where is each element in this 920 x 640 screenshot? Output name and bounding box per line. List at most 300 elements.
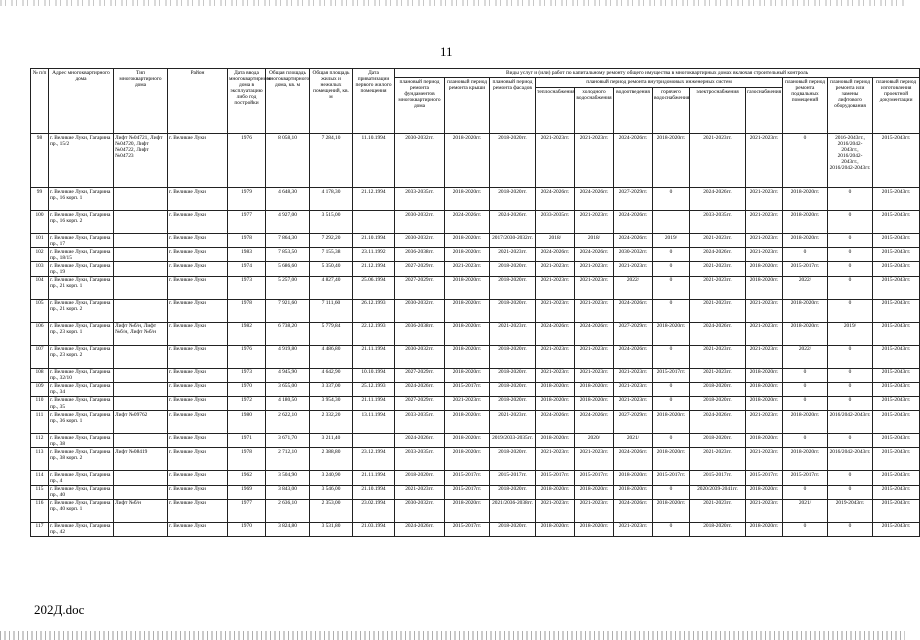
cell-lifts: 0	[828, 485, 873, 499]
cell-cold-water: 2015-2017гг.	[575, 471, 614, 485]
cell-heating: 2024-2026гг.	[536, 188, 575, 211]
cell-privatization: 21.03.1994	[353, 522, 395, 536]
cell-district: г. Великие Луки	[168, 411, 228, 434]
cell-num: 109	[31, 382, 49, 396]
cell-electric: 2021-2023гг.	[690, 448, 746, 471]
cell-gas: 2021-2023гг.	[746, 134, 783, 188]
table-row	[31, 471, 920, 485]
cell-total-area: 4 919,80	[266, 345, 310, 368]
cell-total-area: 8 058,10	[266, 134, 310, 188]
cell-year: 1980	[228, 411, 266, 434]
cell-lifts: 0	[828, 522, 873, 536]
cell-lifts: 2016/2042-2043гг.	[828, 448, 873, 471]
cell-living-area: 3 954,30	[310, 396, 353, 410]
cell-roof: 2015-2017гг.	[445, 382, 490, 396]
cell-heating: 2018-2020гг.	[536, 396, 575, 410]
cell-type: Лифт №09762	[114, 411, 168, 434]
cell-hot-water: 2018-2020гг.	[653, 499, 690, 522]
cell-total-area: 4 648,30	[266, 188, 310, 211]
cell-living-area: 4 827,40	[310, 276, 353, 299]
cell-hot-water: 0	[653, 248, 690, 262]
cell-year: 1982	[228, 322, 266, 345]
scan-top-edge	[0, 0, 905, 6]
header-roof: плановый период ремонта крыши	[445, 78, 490, 134]
cell-sewer: 2024-2026гг.	[614, 234, 653, 248]
cell-docs: 2015-2043гг.	[873, 434, 920, 448]
cell-roof: 2021-2023гг.	[445, 396, 490, 410]
cell-basement: 2021/	[783, 499, 828, 522]
table-row	[31, 322, 920, 345]
cell-roof: 2018-2020гг.	[445, 299, 490, 322]
table-row	[31, 276, 920, 299]
cell-roof: 2024-2026гг.	[445, 211, 490, 234]
cell-foundation: 2033-2035гг.	[395, 448, 445, 471]
cell-total-area: 3 671,70	[266, 434, 310, 448]
cell-gas: 2021-2023гг.	[746, 299, 783, 322]
cell-cold-water: 2024-2026гг.	[575, 188, 614, 211]
cell-cold-water: 2018-2020гг.	[575, 382, 614, 396]
cell-cold-water: 2021-2023гг.	[575, 262, 614, 276]
cell-living-area: 5 350,40	[310, 262, 353, 276]
cell-electric: 2021-2023гг.	[690, 499, 746, 522]
cell-address: г. Великие Луки, Гагарина пр., 15/2	[49, 134, 114, 188]
header-total-area: Общая площадь многоквартирного дома, кв. м	[266, 69, 310, 134]
cell-year: 1976	[228, 345, 266, 368]
cell-electric: 2021-2023гг.	[690, 276, 746, 299]
cell-lifts: 0	[828, 345, 873, 368]
header-year: Дата ввода многоквартирного дома в эксплуатацию либо год постройки	[228, 69, 266, 134]
cell-facade: 2018-2020гг.	[490, 345, 536, 368]
cell-sewer: 2027-2029гг.	[614, 188, 653, 211]
cell-total-area: 4 927,00	[266, 211, 310, 234]
cell-year: 1969	[228, 485, 266, 499]
cell-address: г. Великие Луки, Гагарина пр., 23 корп. 2	[49, 345, 114, 368]
cell-hot-water: 0	[653, 382, 690, 396]
cell-foundation: 2024-2026гг.	[395, 434, 445, 448]
cell-roof: 2018-2020гг.	[445, 234, 490, 248]
cell-living-area: 3 531,80	[310, 522, 353, 536]
cell-foundation: 2018-2020гг.	[395, 471, 445, 485]
cell-sewer: 2024-2026гг.	[614, 499, 653, 522]
cell-district: г. Великие Луки	[168, 448, 228, 471]
cell-living-area: 3 337,00	[310, 382, 353, 396]
cell-foundation: 2027-2029гг.	[395, 368, 445, 382]
cell-living-area: 4 178,30	[310, 188, 353, 211]
cell-docs: 2015-2043гг.	[873, 134, 920, 188]
cell-address: г. Великие Луки, Гагарина пр., 23 корп. 1	[49, 322, 114, 345]
cell-heating: 2018/	[536, 234, 575, 248]
cell-district: г. Великие Луки	[168, 345, 228, 368]
cell-heating: 2021-2023гг.	[536, 368, 575, 382]
cell-year: 1978	[228, 299, 266, 322]
cell-num: 106	[31, 322, 49, 345]
cell-privatization: 11.10.1994	[353, 134, 395, 188]
cell-total-area: 2 636,10	[266, 499, 310, 522]
cell-num: 117	[31, 522, 49, 536]
cell-sewer: 2027-2029гг.	[614, 322, 653, 345]
cell-cold-water: 2021-2023гг.	[575, 134, 614, 188]
cell-basement: 2022/	[783, 345, 828, 368]
table-row	[31, 134, 920, 188]
cell-electric: 2018-2020гг.	[690, 522, 746, 536]
cell-hot-water: 0	[653, 188, 690, 211]
cell-privatization	[353, 211, 395, 234]
cell-lifts: 0	[828, 276, 873, 299]
cell-sewer: 2024-2026гг.	[614, 448, 653, 471]
cell-basement: 0	[783, 382, 828, 396]
cell-hot-water: 0	[653, 299, 690, 322]
cell-foundation: 2030-2032гг.	[395, 345, 445, 368]
cell-cold-water: 2021-2023гг.	[575, 345, 614, 368]
cell-sewer: 2021-2023гг.	[614, 522, 653, 536]
cell-year: 1974	[228, 262, 266, 276]
cell-total-area: 5 686,60	[266, 262, 310, 276]
cell-heating: 2021-2023гг.	[536, 262, 575, 276]
cell-type	[114, 276, 168, 299]
cell-heating: 2015-2017гг.	[536, 471, 575, 485]
cell-roof: 2015-2017гг.	[445, 522, 490, 536]
cell-roof: 2018-2020гг.	[445, 134, 490, 188]
cell-docs: 2015-2043гг.	[873, 499, 920, 522]
cell-type: Лифт №04721, Лифт №04720, Лифт №04722, Лифт №04723	[114, 134, 168, 188]
cell-address: г. Великие Луки, Гагарина пр., 18/15	[49, 248, 114, 262]
cell-facade: 2021-2023гг.	[490, 411, 536, 434]
cell-total-area: 4 945,90	[266, 368, 310, 382]
cell-district: г. Великие Луки	[168, 368, 228, 382]
cell-cold-water: 2024-2026гг.	[575, 248, 614, 262]
cell-gas: 2021-2023гг.	[746, 448, 783, 471]
cell-district: г. Великие Луки	[168, 382, 228, 396]
table-row	[31, 499, 920, 522]
cell-basement: 0	[783, 368, 828, 382]
cell-lifts: 0	[828, 471, 873, 485]
cell-gas: 2018-2020гг.	[746, 396, 783, 410]
cell-basement: 2015-2017гг.	[783, 471, 828, 485]
cell-foundation: 2036-2038гг.	[395, 322, 445, 345]
cell-basement: 2018-2020гг.	[783, 299, 828, 322]
cell-living-area: 2 353,00	[310, 499, 353, 522]
cell-address: г. Великие Луки, Гагарина пр., 38	[49, 434, 114, 448]
cell-living-area: 4 642,90	[310, 368, 353, 382]
cell-electric: 2021-2023гг.	[690, 234, 746, 248]
cell-privatization: 25.12.1993	[353, 382, 395, 396]
cell-living-area: 7 155,38	[310, 248, 353, 262]
cell-total-area: 3 843,00	[266, 485, 310, 499]
header-works-group: Виды услуг и (или) работ по капитальному ремонту общего имущества в многоквартирных домах включая строительный контроль	[395, 69, 920, 78]
cell-hot-water	[653, 211, 690, 234]
cell-privatization: 25.06.1994	[353, 276, 395, 299]
cell-cold-water: 2021-2023гг.	[575, 368, 614, 382]
cell-district: г. Великие Луки	[168, 322, 228, 345]
cell-gas: 2021-2023гг.	[746, 188, 783, 211]
cell-district: г. Великие Луки	[168, 485, 228, 499]
cell-address: г. Великие Луки, Гагарина пр., 21 корп. 2	[49, 299, 114, 322]
cell-electric: 2021-2023гг.	[690, 368, 746, 382]
cell-type	[114, 234, 168, 248]
header-foundation: плановый период ремонта фундаментов многоквартирного дома	[395, 78, 445, 134]
cell-type	[114, 299, 168, 322]
header-privatization: Дата приватизации первого жилого помещения	[353, 69, 395, 134]
cell-gas: 2018-2020гг.	[746, 368, 783, 382]
cell-facade: 2017/2030-2032гг.	[490, 234, 536, 248]
cell-type	[114, 382, 168, 396]
table-row	[31, 234, 920, 248]
cell-privatization: 21.11.1994	[353, 471, 395, 485]
cell-cold-water: 2018-2020гг.	[575, 485, 614, 499]
cell-lifts: 0	[828, 262, 873, 276]
cell-electric: 2024-2026гг.	[690, 248, 746, 262]
cell-year: 1962	[228, 471, 266, 485]
cell-type	[114, 434, 168, 448]
cell-electric: 2020/2039-2041гг.	[690, 485, 746, 499]
cell-year: 1977	[228, 499, 266, 522]
cell-gas: 2021-2023гг.	[746, 499, 783, 522]
cell-facade: 2018-2020гг.	[490, 448, 536, 471]
cell-type: Лифт №б/н	[114, 499, 168, 522]
cell-address: г. Великие Луки, Гагарина пр., 40	[49, 485, 114, 499]
page-number: 11	[440, 44, 453, 59]
table-row	[31, 248, 920, 262]
cell-year: 1976	[228, 134, 266, 188]
cell-electric: 2018-2020гг.	[690, 434, 746, 448]
cell-docs: 2015-2043гг.	[873, 188, 920, 211]
cell-docs: 2015-2043гг.	[873, 396, 920, 410]
cell-district: г. Великие Луки	[168, 434, 228, 448]
cell-address: г. Великие Луки, Гагарина пр., 36 корп. 1	[49, 411, 114, 434]
table-row	[31, 434, 920, 448]
cell-total-area: 6 738,20	[266, 322, 310, 345]
table-row	[31, 299, 920, 322]
cell-heating: 2018-2020гг.	[536, 434, 575, 448]
cell-living-area: 5 779,84	[310, 322, 353, 345]
cell-total-area: 4 180,50	[266, 396, 310, 410]
header-docs: плановый период изготовления проектной документации	[873, 78, 920, 134]
cell-address: г. Великие Луки, Гагарина пр., 17	[49, 234, 114, 248]
header-basement: плановый период ремонта подвальных помещений	[783, 78, 828, 134]
table-row	[31, 485, 920, 499]
cell-type	[114, 522, 168, 536]
cell-total-area: 2 622,10	[266, 411, 310, 434]
header-facade: плановый период ремонта фасадов	[490, 78, 536, 134]
capital-repair-table	[30, 68, 920, 537]
cell-foundation: 2030-2032гг.	[395, 299, 445, 322]
cell-type	[114, 471, 168, 485]
cell-district: г. Великие Луки	[168, 396, 228, 410]
cell-basement: 0	[783, 522, 828, 536]
cell-heating: 2021-2023гг.	[536, 134, 575, 188]
cell-docs: 2015-2043гг.	[873, 368, 920, 382]
header-num: № п/п	[31, 69, 49, 134]
cell-basement: 2015-2017гг.	[783, 262, 828, 276]
cell-roof: 2018-2020гг.	[445, 322, 490, 345]
cell-cold-water: 2024-2026гг.	[575, 411, 614, 434]
cell-cold-water: 2021-2023гг.	[575, 499, 614, 522]
scan-bottom-edge	[0, 631, 905, 640]
cell-total-area: 7 921,60	[266, 299, 310, 322]
cell-num: 111	[31, 411, 49, 434]
cell-living-area: 2 332,20	[310, 411, 353, 434]
header-type: Тип многоквартирного дома	[114, 69, 168, 134]
cell-privatization: 23.02.1994	[353, 499, 395, 522]
cell-facade: 2018-2020гг.	[490, 382, 536, 396]
cell-foundation: 2030-2032гг.	[395, 499, 445, 522]
cell-foundation: 2033-2035гг.	[395, 188, 445, 211]
cell-electric: 2018-2020гг.	[690, 382, 746, 396]
cell-district: г. Великие Луки	[168, 276, 228, 299]
cell-address: г. Великие Луки, Гагарина пр., 32/10	[49, 368, 114, 382]
cell-heating: 2024-2026гг.	[536, 322, 575, 345]
cell-roof: 2018-2020гг.	[445, 368, 490, 382]
cell-roof: 2018-2020гг.	[445, 248, 490, 262]
cell-foundation: 2036-2038гг.	[395, 248, 445, 262]
cell-gas: 2021-2023гг.	[746, 248, 783, 262]
cell-privatization: 21.11.1994	[353, 345, 395, 368]
cell-basement: 0	[783, 248, 828, 262]
cell-cold-water: 2021-2023гг.	[575, 448, 614, 471]
table-row	[31, 411, 920, 434]
cell-roof: 2021-2023гг.	[445, 262, 490, 276]
cell-docs: 2015-2043гг.	[873, 448, 920, 471]
cell-year: 1971	[228, 434, 266, 448]
cell-type	[114, 188, 168, 211]
cell-address: г. Великие Луки, Гагарина пр., 35	[49, 396, 114, 410]
cell-basement: 2018-2020гг.	[783, 411, 828, 434]
cell-hot-water: 0	[653, 345, 690, 368]
table-row	[31, 522, 920, 536]
table-row	[31, 448, 920, 471]
cell-basement: 0	[783, 485, 828, 499]
cell-electric: 2024-2026гг.	[690, 188, 746, 211]
cell-gas: 2018-2020гг.	[746, 262, 783, 276]
cell-electric: 2015-2017гг.	[690, 471, 746, 485]
cell-electric: 2021-2023гг.	[690, 299, 746, 322]
cell-lifts: 2019-2043гг.	[828, 499, 873, 522]
cell-num: 116	[31, 499, 49, 522]
cell-num: 112	[31, 434, 49, 448]
cell-gas: 2021-2023гг.	[746, 211, 783, 234]
header-address: Адрес многоквартирного дома	[49, 69, 114, 134]
cell-basement: 0	[783, 134, 828, 188]
cell-lifts: 0	[828, 188, 873, 211]
cell-hot-water: 2018-2020гг.	[653, 448, 690, 471]
cell-facade: 2019/2033-2035гг.	[490, 434, 536, 448]
header-cold-water: холодного водоснабжения	[575, 88, 614, 134]
cell-hot-water: 0	[653, 396, 690, 410]
cell-year: 1978	[228, 234, 266, 248]
cell-roof: 2015-2017гг.	[445, 471, 490, 485]
cell-cold-water: 2021-2023гг.	[575, 276, 614, 299]
cell-docs: 2015-2043гг.	[873, 248, 920, 262]
cell-roof: 2018-2020гг.	[445, 499, 490, 522]
cell-gas: 2021-2023гг.	[746, 322, 783, 345]
cell-foundation: 2030-2032гг.	[395, 134, 445, 188]
cell-privatization: 10.10.1994	[353, 368, 395, 382]
cell-num: 113	[31, 448, 49, 471]
cell-hot-water: 2018-2020гг.	[653, 322, 690, 345]
header-district: Район	[168, 69, 228, 134]
cell-address: г. Великие Луки, Гагарина пр., 16 корп. 2	[49, 211, 114, 234]
cell-type	[114, 485, 168, 499]
cell-gas: 2018-2020гг.	[746, 434, 783, 448]
cell-hot-water: 0	[653, 434, 690, 448]
cell-heating: 2021-2023гг.	[536, 276, 575, 299]
cell-heating: 2024-2026гг.	[536, 248, 575, 262]
cell-docs: 2015-2043гг.	[873, 345, 920, 368]
cell-privatization: 23.12.1994	[353, 448, 395, 471]
cell-docs: 2015-2043гг.	[873, 276, 920, 299]
cell-hot-water: 2018-2020гг.	[653, 411, 690, 434]
cell-cold-water: 2021-2023гг.	[575, 211, 614, 234]
cell-living-area: 3 240,90	[310, 471, 353, 485]
cell-type	[114, 248, 168, 262]
cell-district: г. Великие Луки	[168, 248, 228, 262]
cell-basement: 2018-2020гг.	[783, 322, 828, 345]
cell-type	[114, 211, 168, 234]
cell-num: 107	[31, 345, 49, 368]
cell-lifts: 0	[828, 234, 873, 248]
cell-heating: 2018-2020гг.	[536, 382, 575, 396]
cell-year: 1973	[228, 368, 266, 382]
cell-foundation: 2027-2029гг.	[395, 262, 445, 276]
cell-address: г. Великие Луки, Гагарина пр., 40 корп. 1	[49, 499, 114, 522]
cell-address: г. Великие Луки, Гагарина пр., 42	[49, 522, 114, 536]
cell-type: Лифт №08419	[114, 448, 168, 471]
cell-foundation: 2033-2035гг.	[395, 411, 445, 434]
header-hot-water: горячего водоснабжения	[653, 88, 690, 134]
cell-total-area: 2 712,10	[266, 448, 310, 471]
cell-total-area: 3 824,80	[266, 522, 310, 536]
cell-total-area: 7 853,50	[266, 248, 310, 262]
cell-facade: 2015-2017гг.	[490, 471, 536, 485]
table-row	[31, 345, 920, 368]
cell-hot-water: 2015-2017гг.	[653, 471, 690, 485]
cell-docs: 2015-2043гг.	[873, 262, 920, 276]
cell-foundation: 2030-2032гг.	[395, 234, 445, 248]
cell-hot-water: 2018-2020гг.	[653, 134, 690, 188]
cell-year: 1978	[228, 448, 266, 471]
cell-cold-water: 2018-2020гг.	[575, 396, 614, 410]
cell-docs: 2015-2043гг.	[873, 522, 920, 536]
cell-num: 114	[31, 471, 49, 485]
cell-lifts: 0	[828, 211, 873, 234]
cell-address: г. Великие Луки, Гагарина пр., 16 корп. 1	[49, 188, 114, 211]
cell-heating: 2021-2023гг.	[536, 499, 575, 522]
cell-living-area: 3 211,40	[310, 434, 353, 448]
cell-sewer: 2027-2029гг.	[614, 411, 653, 434]
cell-privatization: 26.12.1993	[353, 299, 395, 322]
cell-living-area: 7 284,10	[310, 134, 353, 188]
cell-roof: 2018-2020гг.	[445, 188, 490, 211]
cell-sewer: 2024-2026гг.	[614, 299, 653, 322]
cell-foundation: 2024-2026гг.	[395, 522, 445, 536]
cell-address: г. Великие Луки, Гагарина пр., 38 корп. 2	[49, 448, 114, 471]
cell-basement: 2018-2020гг.	[783, 188, 828, 211]
cell-district: г. Великие Луки	[168, 471, 228, 485]
cell-district: г. Великие Луки	[168, 262, 228, 276]
cell-heating: 2021-2023гг.	[536, 299, 575, 322]
cell-sewer: 2018-2020гг.	[614, 485, 653, 499]
cell-privatization: 21.12.1994	[353, 262, 395, 276]
header-lifts: плановый период ремонта или замены лифтового оборудования	[828, 78, 873, 134]
cell-total-area: 7 864,30	[266, 234, 310, 248]
header-gas: газоснабжения	[746, 88, 783, 134]
header-heating: теплоснабжения	[536, 88, 575, 134]
cell-num: 100	[31, 211, 49, 234]
cell-privatization: 23.11.1992	[353, 248, 395, 262]
cell-docs: 2015-2043гг.	[873, 411, 920, 434]
header-engineering: плановый период ремонта внутридомовых инженерных систем	[536, 78, 783, 88]
cell-num: 102	[31, 248, 49, 262]
